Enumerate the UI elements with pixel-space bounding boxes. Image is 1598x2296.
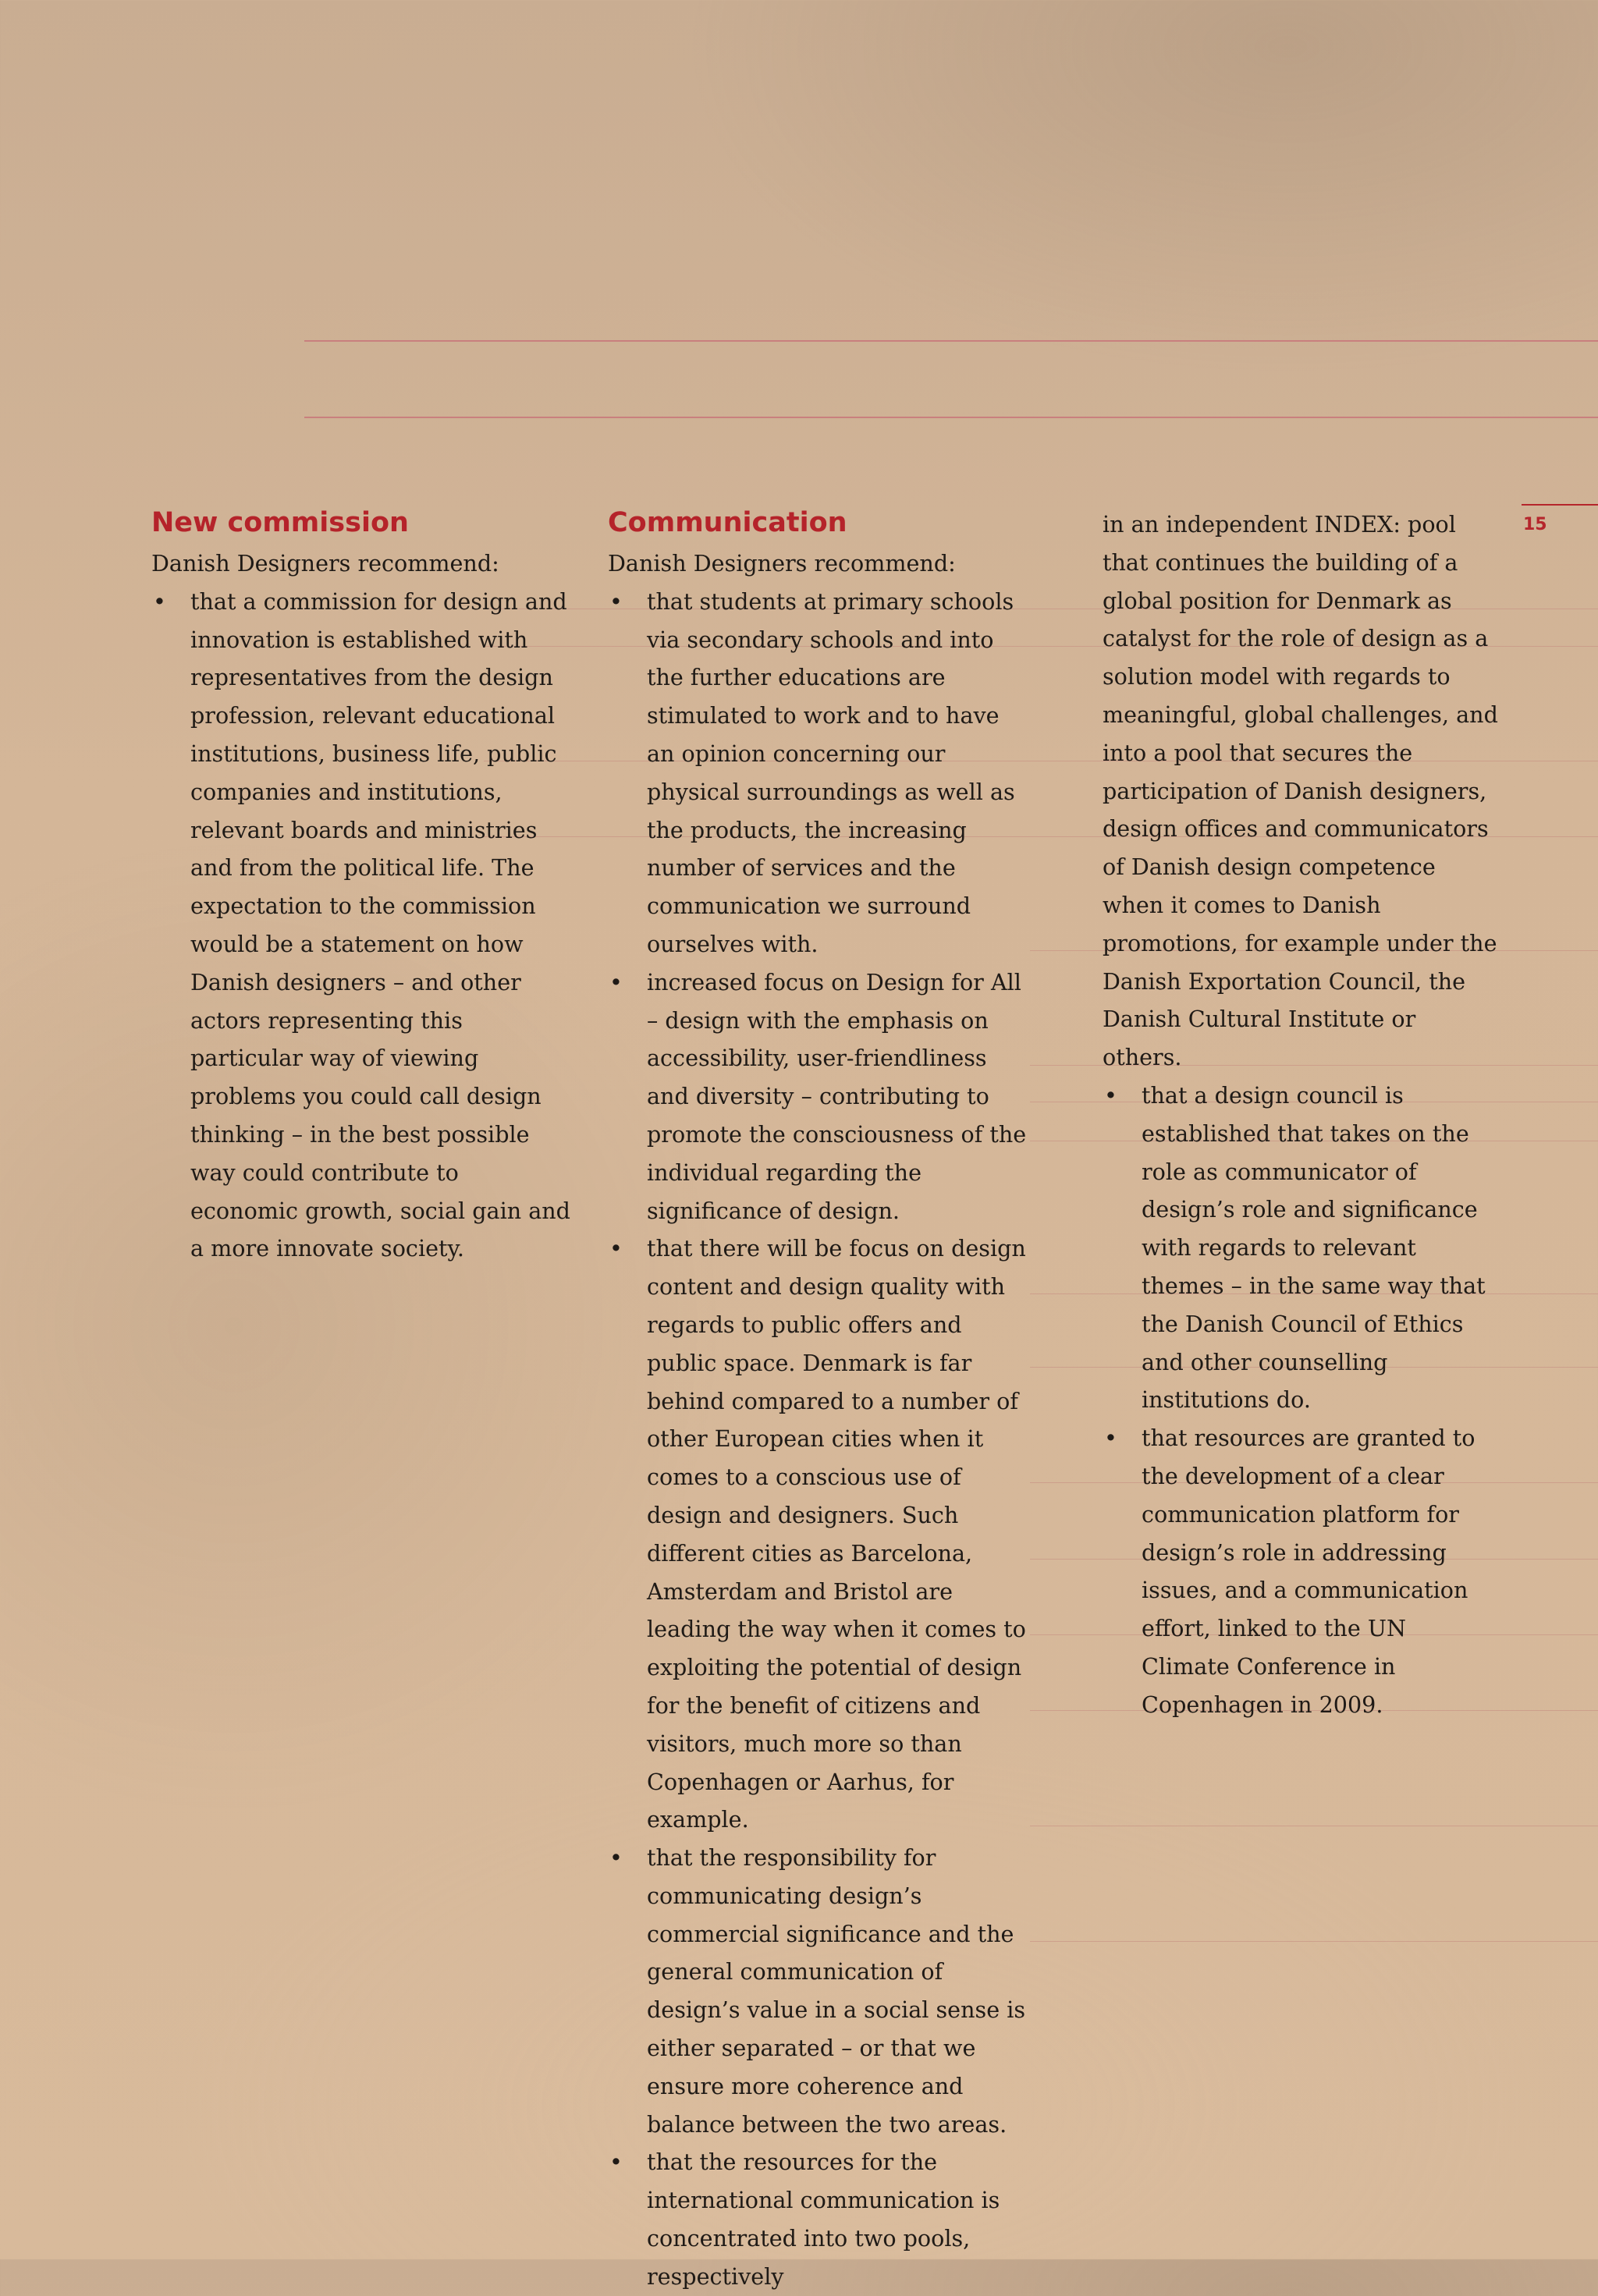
list-item [1103,1419,1500,1723]
list-item-text: that a commission for design and innovation is established with representatives from the design profession, relevant educational institutions, business life, public companies and institutions, relevant boards and ministries and from the political life. The expectation to the commission would be a statement on how Danish designers – and other actors representing this particular way of viewing problems you could call design thinking – in the best possible way could contribute to economic growth, social gain and a more innovate society. [190,587,570,1262]
list-item-text: that the responsibility for communicating design’s commercial significance and the general communication of design’s value in a social sense is either separated – or that we ensure more coherence and balance between the two areas. [647,1844,1026,2138]
continued-text: in an independent INDEX: pool that continues the building of a global position for Denmark as catalyst for the role of design as a solution model with regards to meaningful, global challenges, and into a pool that secures the participation of Danish designers, design offices and communicators of Danish design competence when it comes to Danish promotions, for example under the Danish Exportation Council, the Danish Cultural Institute or others. [1103,511,1498,1071]
list-item [608,2143,1029,2295]
list-item-text: that there will be focus on design content and design quality with regards to public offers and public space. Denmark is far behind compared to a number of other European cities when it comes to a conscious use of design and designers. Such different cities as Barcelona, Amsterdam and Bristol are leading the way when it comes to exploiting the potential of design for the benefit of citizens and visitors, much more so than Copenhagen or Aarhus, for example. [647,1235,1026,1833]
bullet-icon: • [609,968,623,995]
bullet-icon: • [153,587,166,615]
column-continuation [1103,506,1500,1724]
top-rule-2 [304,417,1598,418]
page-number-rule [1522,504,1598,506]
section-heading: New commission [151,507,409,538]
bullet-icon: • [1104,1081,1117,1109]
column-new-commission [151,506,573,1268]
list-item-text: that a design council is established that takes on the role as communicator of design’s role and significance with regards to relevant themes – in the same way that the Danish Council of Ethics and other counselling institutions do. [1142,1081,1486,1414]
column-communication [608,506,1029,2296]
list-item [608,1839,1029,2143]
section-heading: Communication [608,507,847,538]
bullet-icon: • [609,587,623,615]
section-intro: Danish Designers recommend: [608,550,956,577]
bullet-icon: • [609,2149,623,2176]
section-intro: Danish Designers recommend: [151,550,499,577]
recommendation-list [608,583,1029,2296]
list-item-text: increased focus on Design for All – design with the emphasis on accessibility, user-friendliness and diversity – contributing to promote the consciousness of the individual regarding the significance of design. [647,968,1027,1224]
bullet-icon: • [1104,1425,1117,1452]
recommendation-list [1103,1077,1500,1724]
top-rule-1 [304,340,1598,342]
list-item [608,1230,1029,1839]
recommendation-list [151,583,573,1268]
list-item [151,583,573,1268]
list-item [608,583,1029,963]
ruled-line [1030,1941,1598,1942]
list-item [608,963,1029,1230]
list-item [1103,1077,1500,1419]
list-item-text: that students at primary schools via secondary schools and into the further educations are stimulated to work and to have an opinion concerning our physical surroundings as well as the products, the increasing number of services and the communication we surround ourselves with. [647,587,1015,957]
bullet-icon: • [609,1844,623,1872]
list-item-text: that resources are granted to the development of a clear communication platform for design’s role in addressing issues, and a communication effort, linked to the UN Climate Conference in Copenhagen in 2009. [1142,1425,1475,1718]
list-item-text: that the resources for the international communication is concentrated into two pools, respectively [647,2149,1000,2290]
bullet-icon: • [609,1235,623,1262]
page-number: 15 [1523,515,1547,534]
